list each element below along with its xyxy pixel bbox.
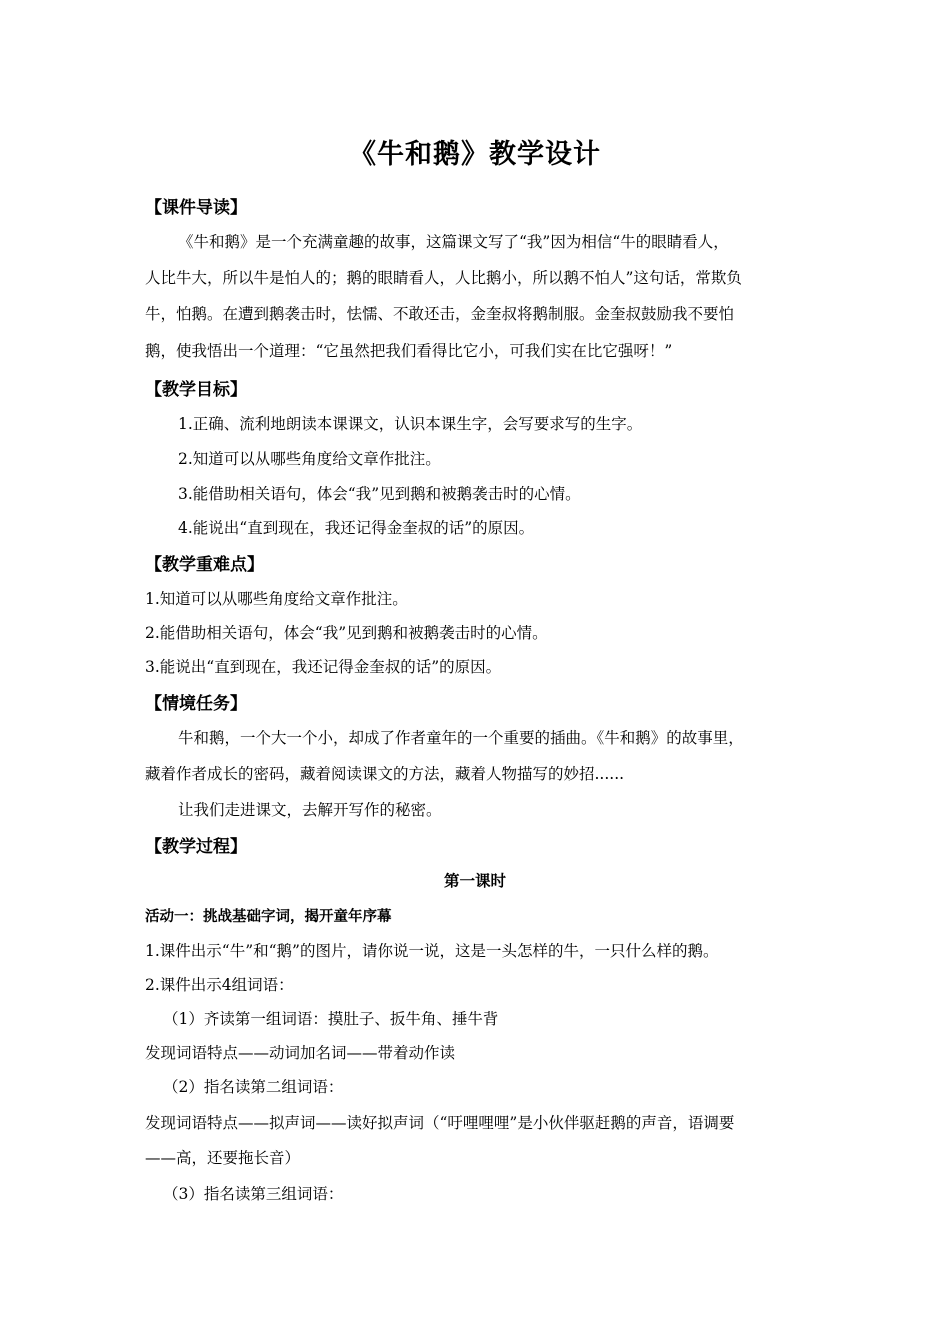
goal-item: 4.能说出“直到现在，我还记得金奎叔的话”的原因。 [178, 519, 535, 537]
process-line: 发现词语特点——拟声词——读好拟声词（“吁哩哩哩”是小伙伴驱赶鹅的声音，语调要 [145, 1114, 735, 1132]
process-line: ——高，还要拖长音） [145, 1149, 301, 1167]
intro-line: 《牛和鹅》是一个充满童趣的故事，这篇课文写了“我”因为相信“牛的眼睛看人， [178, 233, 729, 251]
section-heading-scenario: 【情境任务】 [145, 694, 247, 714]
process-line: 发现词语特点——动词加名词——带着动作读 [145, 1044, 456, 1062]
intro-line: 人比牛大，所以牛是怕人的；鹅的眼睛看人，人比鹅小，所以鹅不怕人”这句话，常欺负 [145, 269, 742, 287]
section-heading-key-points: 【教学重难点】 [145, 555, 264, 575]
goal-item: 1.正确、流利地朗读本课课文，认识本课生字，会写要求写的生字。 [178, 415, 643, 433]
key-point-item: 1.知道可以从哪些角度给文章作批注。 [145, 590, 408, 608]
process-line: （2）指名读第二组词语： [163, 1078, 344, 1096]
lesson-title: 第一课时 [443, 872, 506, 890]
scenario-line: 让我们走进课文，去解开写作的秘密。 [178, 801, 442, 819]
intro-line: 牛，怕鹅。在遭到鹅袭击时，怯懦、不敢还击，金奎叔将鹅制服。金奎叔鼓励我不要怕 [145, 305, 735, 323]
goal-item: 2.知道可以从哪些角度给文章作批注。 [178, 450, 441, 468]
scenario-line: 牛和鹅，一个大一个小，却成了作者童年的一个重要的插曲。《牛和鹅》的故事里， [178, 729, 744, 747]
process-line: （3）指名读第三组词语： [163, 1185, 344, 1203]
process-line: （1）齐读第一组词语：摸肚子、扳牛角、捶牛背 [163, 1010, 499, 1028]
process-line: 2.课件出示4组词语： [145, 976, 294, 994]
scenario-line: 藏着作者成长的密码，藏着阅读课文的方法，藏着人物描写的妙招...... [145, 765, 625, 783]
section-heading-goals: 【教学目标】 [145, 380, 247, 400]
intro-line: 鹅，使我悟出一个道理：“它虽然把我们看得比它小，可我们实在比它强呀！” [145, 342, 673, 360]
activity-title: 活动一：挑战基础字词，揭开童年序幕 [145, 909, 392, 925]
process-line: 1.课件出示“牛”和“鹅”的图片，请你说一说，这是一头怎样的牛，一只什么样的鹅。 [145, 942, 719, 960]
section-heading-intro: 【课件导读】 [145, 198, 247, 218]
section-heading-process: 【教学过程】 [145, 837, 247, 857]
key-point-item: 2.能借助相关语句，体会“我”见到鹅和被鹅袭击时的心情。 [145, 624, 548, 642]
key-point-item: 3.能说出“直到现在，我还记得金奎叔的话”的原因。 [145, 658, 502, 676]
document-title: 《牛和鹅》教学设计 [349, 139, 601, 170]
goal-item: 3.能借助相关语句，体会“我”见到鹅和被鹅袭击时的心情。 [178, 485, 581, 503]
